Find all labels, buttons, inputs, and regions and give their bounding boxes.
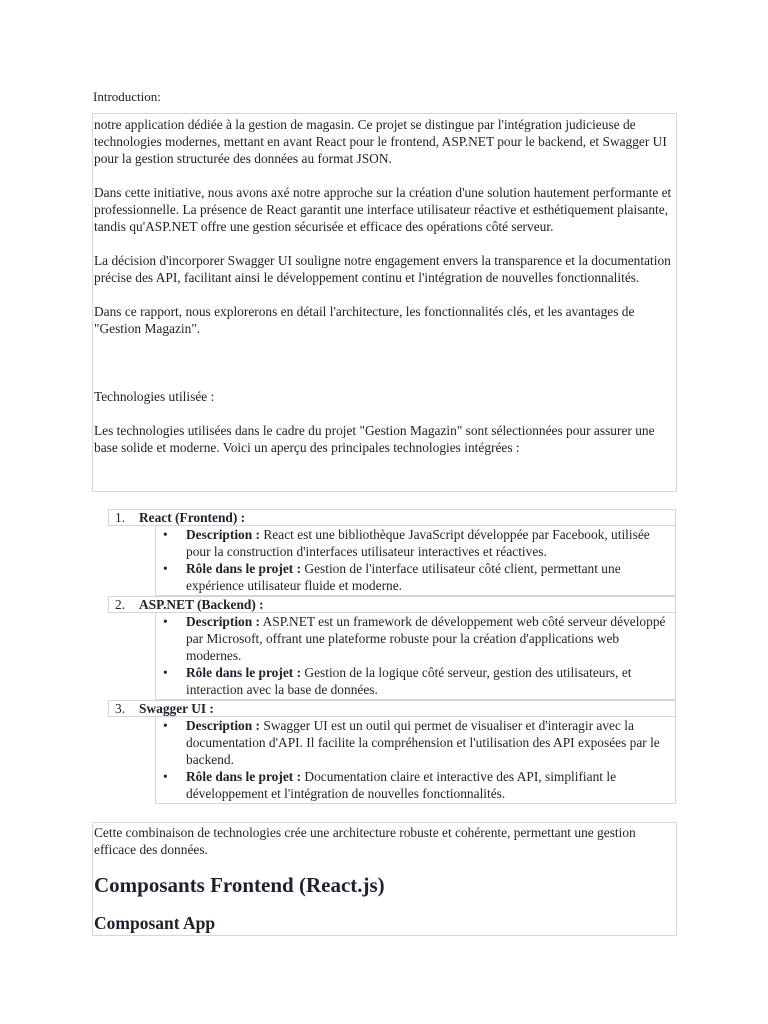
- tech-details-aspnet: [155, 613, 676, 700]
- tech-number: 2.: [115, 597, 126, 612]
- role-text: Documentation claire et interactive des API, simplifiant le développement et l'intégration de nouvelles fonctionnalités.: [186, 769, 617, 801]
- description-text: Swagger UI est un outil qui permet de visualiser et d'interagir avec la documentation d'API. Il facilite la compréhension et l'utilisation des API exposées par le backend.: [186, 718, 660, 767]
- conclusion-text: Cette combinaison de technologies crée une architecture robuste et cohérente, permettant une gestion efficace des données.: [94, 825, 636, 857]
- heading-app: Composant App: [94, 913, 216, 933]
- tech-title: Swagger UI :: [139, 701, 214, 716]
- intro-section: [92, 113, 677, 492]
- tech-number: 3.: [115, 701, 126, 716]
- tech-item-swagger: [108, 700, 676, 717]
- list-item: [156, 613, 675, 664]
- intro-paragraph: Dans ce rapport, nous explorerons en détail l'architecture, les fonctionnalités clés, et les avantages de "Gestion Magazin".: [94, 304, 635, 336]
- list-item: [156, 717, 675, 768]
- conclusion-section: [92, 822, 677, 936]
- description-text: ASP.NET est un framework de développement web côté serveur développé par Microsoft, offrant une plateforme robuste pour la création d'applications web modernes.: [186, 614, 666, 663]
- tech-number: 1.: [115, 510, 126, 525]
- role-label: Rôle dans le projet :: [186, 561, 302, 576]
- role-text: Gestion de la logique côté serveur, gestion des utilisateurs, et interaction avec la base de données.: [186, 665, 632, 697]
- tech-item-aspnet: [108, 596, 676, 613]
- list-item: [156, 560, 675, 594]
- role-text: Gestion de l'interface utilisateur côté client, permettant une expérience utilisateur fluide et moderne.: [186, 561, 621, 593]
- description-text: React est une bibliothèque JavaScript développée par Facebook, utilisée pour la construction d'interfaces utilisateur interactives et réactives.: [186, 527, 650, 559]
- tech-heading: Technologies utilisée :: [94, 389, 215, 404]
- role-label: Rôle dans le projet :: [186, 665, 302, 680]
- tech-title: React (Frontend) :: [139, 510, 246, 525]
- introduction-label: Introduction:: [93, 89, 161, 104]
- list-item: [156, 664, 675, 698]
- tech-details-react: [155, 526, 676, 596]
- list-item: [156, 526, 675, 560]
- tech-item-react: [108, 509, 676, 526]
- intro-paragraph: notre application dédiée à la gestion de magasin. Ce projet se distingue par l'intégration judicieuse de technologies modernes, mettant en avant React pour le frontend, ASP.NET pour le backend, et Swagger UI pour la gestion structurée des données au format JSON.: [94, 117, 667, 166]
- heading-frontend: Composants Frontend (React.js): [94, 873, 385, 897]
- intro-paragraph: La décision d'incorporer Swagger UI souligne notre engagement envers la transparence et la documentation précise des API, facilitant ainsi le développement continu et l'intégration de nouvelles fonctionnalités.: [94, 253, 671, 285]
- tech-title: ASP.NET (Backend) :: [139, 597, 264, 612]
- list-item: [156, 768, 675, 802]
- spacer: [94, 337, 674, 388]
- intro-paragraph: Dans cette initiative, nous avons axé notre approche sur la création d'une solution hautement performante et professionnelle. La présence de React garantit une interface utilisateur réactive et esthétiquement plaisante, tandis qu'ASP.NET offre une gestion sécurisée et efficace des opérations côté serveur.: [94, 185, 672, 234]
- role-label: Rôle dans le projet :: [186, 769, 302, 784]
- tech-intro: Les technologies utilisées dans le cadre du projet "Gestion Magazin" sont sélectionnées pour assurer une base solide et moderne. Voici un aperçu des principales technologies intégrées :: [94, 423, 655, 455]
- description-label: Description :: [186, 527, 261, 542]
- description-label: Description :: [186, 718, 261, 733]
- tech-details-swagger: [155, 717, 676, 804]
- description-label: Description :: [186, 614, 261, 629]
